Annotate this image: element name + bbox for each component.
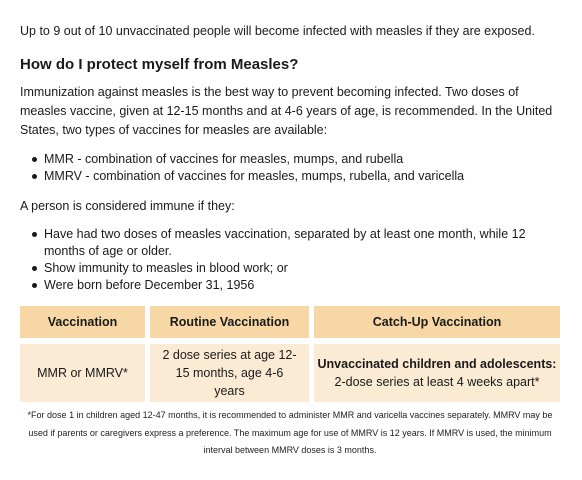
table-cell-catchup (314, 344, 560, 402)
immune-criteria-list (32, 226, 562, 294)
vaccine-types-list (32, 151, 562, 185)
immune-intro-text: A person is considered immune if they: (20, 199, 235, 213)
list-item: MMR - combination of vaccines for measles, mumps, and rubella (32, 151, 562, 168)
routine-text: 2 dose series at age 12-15 months, age 4-6 years (162, 348, 297, 398)
catchup-text: 2-dose series at least 4 weeks apart* (334, 375, 540, 389)
vaccination-table (20, 306, 560, 402)
table-header-catchup: Catch-Up Vaccination (314, 306, 560, 338)
section-heading: How do I protect myself from Measles? (20, 56, 299, 73)
intro-text: Up to 9 out of 10 unvaccinated people will become infected with measles if they are exposed. (20, 24, 535, 38)
table-header-routine: Routine Vaccination (150, 306, 309, 338)
footnote: *For dose 1 in children aged 12-47 months, it is recommended to administer MMR and varicella vaccines separately. MMRV may be used if parents or caregivers express a preference. The maximum age for use of MMRV is 12 years. If MMRV is used, the minimum interval between MMRV doses is 3 months. (27, 410, 553, 455)
list-item: MMRV - combination of vaccines for measles, mumps, rubella, and varicella (32, 168, 562, 185)
catchup-bold-text: Unvaccinated children and adolescents: (317, 357, 557, 371)
list-item: Were born before December 31, 1956 (32, 277, 562, 294)
table-cell-vaccination: MMR or MMRV* (20, 344, 145, 402)
catchup-content (318, 355, 557, 391)
list-item: Show immunity to measles in blood work; or (32, 260, 562, 277)
table-header-vaccination: Vaccination (20, 306, 145, 338)
table-cell-routine (150, 344, 309, 402)
list-item: Have had two doses of measles vaccination, separated by at least one month, while 12 months of age or older. (32, 226, 562, 260)
immunization-paragraph: Immunization against measles is the best way to prevent becoming infected. Two doses of measles vaccine, given at 12-15 months and at 4-6 years of age, is recommended. In the United States, two types of vaccines for measles are available: (20, 85, 553, 137)
